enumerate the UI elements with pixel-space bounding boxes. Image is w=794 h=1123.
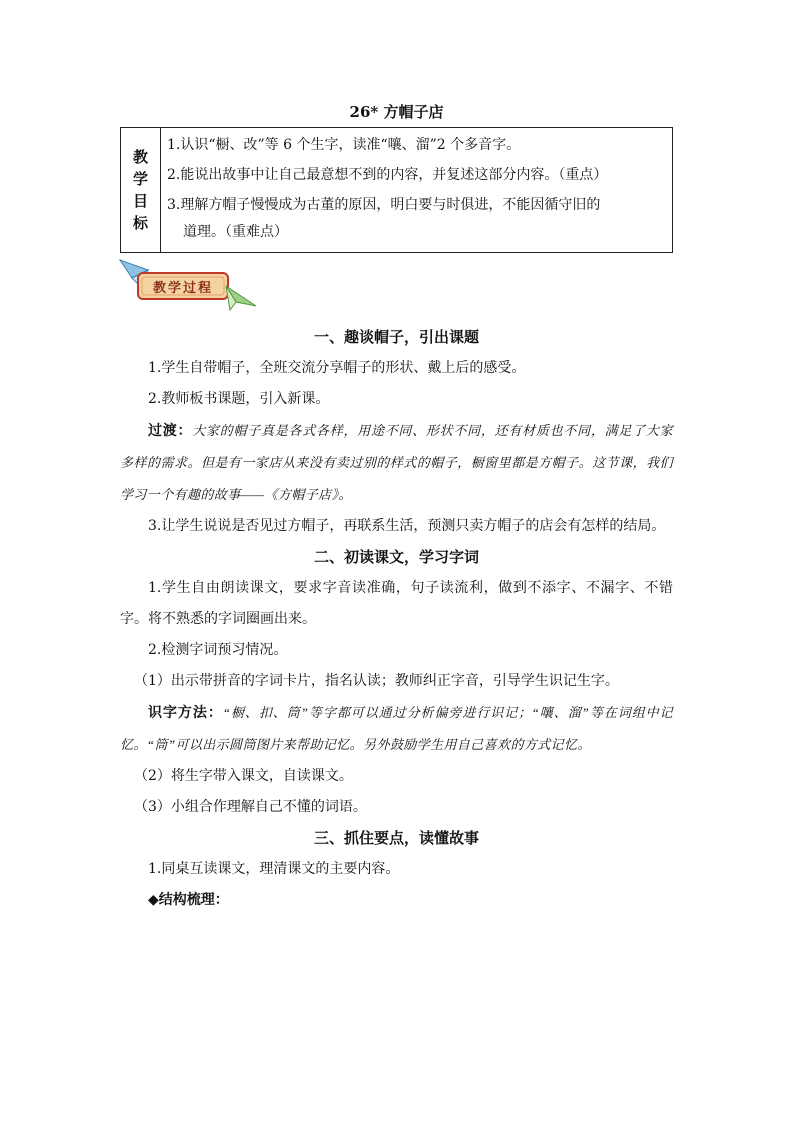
- goal-item-1: 1.认识“橱、改”等 6 个生字，读准“嚷、溜”2 个多音字。: [167, 137, 521, 153]
- transition-text: 大家的帽子真是各式各样，用途不同、形状不同，还有材质也不同，满足了大家多样的需求。但是有一家店从来没有卖过别的样式的帽子，橱窗里都是方帽子。这节课，我们学习一个有趣的故事——《方帽子店》。: [120, 423, 673, 502]
- section-3-para-1: 1.同桌互读课文，理清课文的主要内容。: [148, 861, 400, 877]
- lesson-title: 26* 方帽子店: [349, 103, 444, 121]
- section-1-para-1: 1.学生自带帽子，全班交流分享帽子的形状、戴上后的感受。: [148, 360, 526, 376]
- section-1-heading: 一、趣谈帽子，引出课题: [313, 328, 479, 346]
- goal-item-3: 3.理解方帽子慢慢成为古董的原因，明白要与时俱进，不能因循守旧的: [167, 197, 601, 213]
- transition-label: 过渡：: [148, 423, 193, 439]
- structure-bullet: ◆结构梳理：: [148, 892, 229, 908]
- section-2-para-4: （2）将生字带入课文，自读课文。: [134, 768, 353, 784]
- section-1-para-2: 2.教师板书课题，引入新课。: [148, 391, 330, 407]
- goals-body-cell: [161, 128, 672, 252]
- goals-label: 教学目标: [132, 148, 148, 232]
- banner-label: 教学过程: [152, 280, 213, 296]
- goal-item-2: 2.能说出故事中让自己最意想不到的内容，并复述这部分内容。（重点）: [167, 167, 608, 183]
- section-1-para-3: 3.让学生说说是否见过方帽子，再联系生活，预测只卖方帽子的店会有怎样的结局。: [148, 518, 666, 534]
- section-3-heading: 三、抓住要点，读懂故事: [313, 829, 479, 847]
- section-2-para-1: 1.学生自由朗读课文，要求字音读准确，句子读流利，做到不添字、不漏字、不错字。将不熟悉的字词圈画出来。: [120, 580, 673, 627]
- teaching-process-banner: [118, 256, 258, 312]
- section-2-para-5: （3）小组合作理解自己不懂的词语。: [134, 799, 367, 815]
- literacy-method-label: 识字方法：: [148, 705, 223, 721]
- section-2-para-2: 2.检测字词预习情况。: [148, 642, 288, 658]
- teaching-goals-table: [120, 127, 673, 253]
- transition-note: [120, 415, 673, 511]
- literacy-method-text: “橱、扣、筒”等字都可以通过分析偏旁进行识记；“嚷、溜”等在词组中记忆。“筒”可以出示圆筒图片来帮助记忆。另外鼓励学生用自己喜欢的方式记忆。: [120, 705, 674, 752]
- goals-label-cell: [121, 128, 161, 252]
- goal-item-3-cont: 道理。（重难点）: [183, 224, 288, 240]
- section-2-para-3: （1）出示带拼音的字词卡片，指名认读；教师纠正字音，引导学生识记生字。: [134, 673, 619, 689]
- lesson-content: [120, 322, 673, 916]
- literacy-method-note: [120, 697, 673, 761]
- section-2-heading: 二、初读课文，学习字词: [313, 548, 479, 566]
